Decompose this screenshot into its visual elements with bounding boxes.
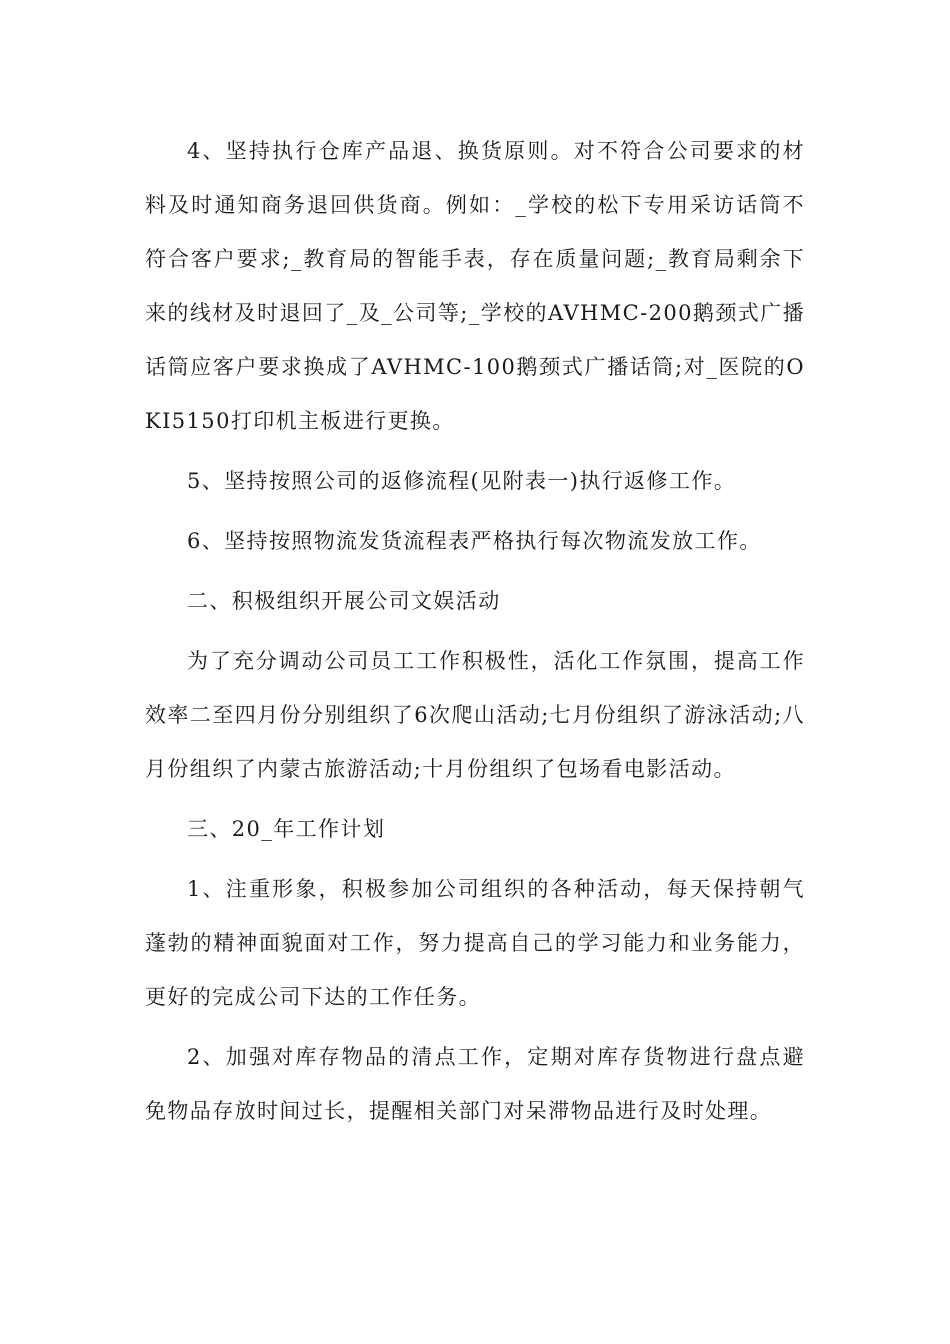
paragraph-activities: 为了充分调动公司员工工作积极性，活化工作氛围，提高工作效率二至四月份分别组织了6次爬山活动;七月份组织了游泳活动;八月份组织了内蒙古旅游活动;十月份组织了包场看电影活动。 [145,649,805,781]
document-body [145,124,805,1144]
section-heading-work-plan: 三、20_年工作计划 [187,817,386,841]
section-heading-activities: 二、积极组织开展公司文娱活动 [187,589,501,613]
paragraph-plan-item-1: 1、注重形象，积极参加公司组织的各种活动，每天保持朝气蓬勃的精神面貌面对工作，努力提高自己的学习能力和业务能力，更好的完成公司下达的工作任务。 [145,877,805,1009]
paragraph-item-5-repair: 5、坚持按照公司的返修流程(见附表一)执行返修工作。 [187,469,737,493]
paragraph-item-4-returns: 4、坚持执行仓库产品退、换货原则。对不符合公司要求的材料及时通知商务退回供货商。例如：_学校的松下专用采访话筒不符合客户要求;_教育局的智能手表，存在质量问题;_教育局剩余下来的线材及时退回了_及_公司等;_学校的AVHMC-200鹅颈式广播话筒应客户要求换成了AVHMC-100鹅颈式广播话筒;对_医院的OKI5150打印机主板进行更换。 [145,139,805,433]
paragraph-plan-item-2: 2、加强对库存物品的清点工作，定期对库存货物进行盘点避免物品存放时间过长，提醒相关部门对呆滞物品进行及时处理。 [145,1045,805,1123]
paragraph-item-6-logistics: 6、坚持按照物流发货流程表严格执行每次物流发放工作。 [187,529,762,553]
